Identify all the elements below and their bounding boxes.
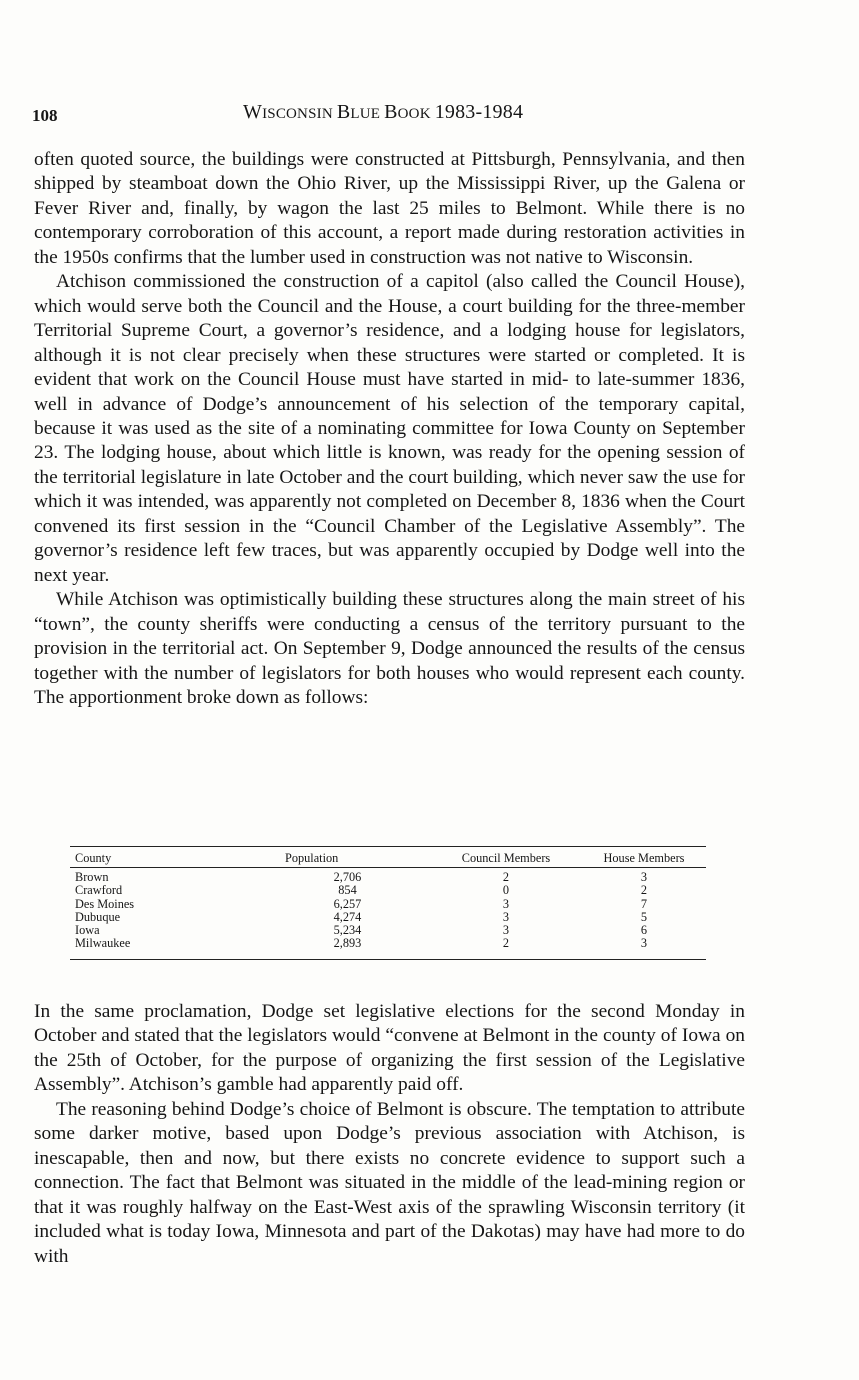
paragraph: Atchison commissioned the construction of a capitol (also called the Council House), which would serve both the Council and the House, a court building for the three-member Territorial Supreme Court, a governor’s residence, and a lodging house for legislators, although it is not clear precisely when these structures were started or completed. It is evident that work on the Council House must have started in mid- to late-summer 1836, well in advance of Dodge’s announcement of his selection of the temporary capital, because it was used as the site of a nominating committee for Iowa County on September 23. The lodging house, about which little is known, was ready for the opening session of the territorial legislature in late October and the court building, which never saw the use for which it was intended, was apparently not completed on December 8, 1836 when the Court convened its first session in the “Council Chamber of the Legislative Assembly”. The governor’s residence left few traces, but was apparently occupied by Dodge well into the next year.	[34, 271, 745, 586]
cell-county: Des Moines	[75, 896, 135, 911]
header-council-members: Council Members	[430, 847, 582, 868]
table-bottom-rule	[70, 959, 706, 960]
cell-house: 3	[640, 870, 648, 884]
cell-council: 0	[502, 883, 510, 898]
paragraph: often quoted source, the buildings were constructed at Pittsburgh, Pennsylvania, and then shipped by steamboat down the Ohio River, up the Mississippi River, up the Galena or Fever River and, finally, by wagon the last 25 miles to Belmont. While there is no contemporary corroboration of this account, a report made during restoration activities in the 1950s confirms that the lumber used in construction was not native to Wisconsin.	[34, 149, 745, 268]
cell-county: Iowa	[75, 923, 100, 938]
header-house-members: House Members	[582, 847, 706, 868]
header-population: Population	[265, 847, 430, 868]
paragraph: The reasoning behind Dodge’s choice of Belmont is obscure. The temptation to attribute some darker motive, based upon Dodge’s previous association with Atchison, is inescapable, then and now, but there exists no concrete evidence to support such a connection. The fact that Belmont was situated in the middle of the lead-mining region or that it was roughly halfway on the East-West axis of the sprawling Wisconsin territory (it included what is today Iowa, Minnesota and part of the Dakotas) may have had more to do with	[34, 1098, 745, 1267]
cell-house: 3	[640, 936, 648, 951]
cell-county: Dubuque	[75, 909, 121, 924]
running-head	[243, 101, 523, 124]
cell-council: 2	[502, 870, 510, 884]
table-row	[70, 898, 706, 911]
apportionment-table	[70, 846, 706, 960]
cell-house: 5	[640, 909, 648, 924]
cell-population: 4,274	[333, 909, 362, 924]
cell-council: 3	[502, 896, 510, 911]
header-county: County	[70, 847, 265, 868]
paragraph: While Atchison was optimistically building these structures along the main street of his “town”, the county sheriffs were conducting a census of the territory pursuant to the provision in the territorial act. On September 9, Dodge announced the results of the census together with the number of legislators for both houses who would represent each county. The apportionment broke down as follows:	[34, 589, 745, 708]
table-row	[70, 884, 706, 897]
cell-council: 3	[502, 909, 510, 924]
table-row	[70, 871, 706, 884]
table-row	[70, 937, 706, 950]
cell-county: Brown	[75, 870, 109, 884]
cell-house: 7	[640, 896, 648, 911]
running-head-initial-b2: B	[384, 101, 398, 123]
cell-county: Crawford	[75, 883, 123, 898]
page-number: 108	[32, 106, 58, 125]
cell-county: Milwaukee	[75, 936, 131, 951]
body-text-top	[34, 148, 745, 710]
cell-population: 854	[338, 883, 357, 898]
table-row	[70, 911, 706, 924]
cell-population: 2,706	[333, 870, 362, 884]
cell-population: 5,234	[333, 923, 362, 938]
paragraph: In the same proclamation, Dodge set legislative elections for the second Monday in October and stated that the legislators would “convene at Belmont in the county of Iowa on the 25th of October, for the purpose of organizing the first session of the Legislative Assembly”. Atchison’s gamble had apparently paid off.	[34, 1001, 745, 1096]
cell-house: 6	[640, 923, 648, 938]
cell-council: 3	[502, 923, 510, 938]
running-head-smallcaps-2: LUE	[350, 106, 385, 122]
cell-house: 2	[640, 883, 648, 898]
cell-population: 2,893	[333, 936, 362, 951]
running-head-initial-b1: B	[336, 101, 351, 123]
table-header-row	[70, 847, 706, 868]
cell-population: 6,257	[333, 896, 362, 911]
cell-council: 2	[502, 936, 510, 951]
table-row	[70, 924, 706, 937]
running-head-years: 1983-1984	[434, 101, 524, 123]
running-head-smallcaps-1: ISCONSIN	[262, 106, 337, 122]
body-text-bottom	[34, 1000, 745, 1269]
running-head-smallcaps-3: OOK	[397, 106, 435, 122]
running-head-initial-w: W	[243, 101, 263, 123]
